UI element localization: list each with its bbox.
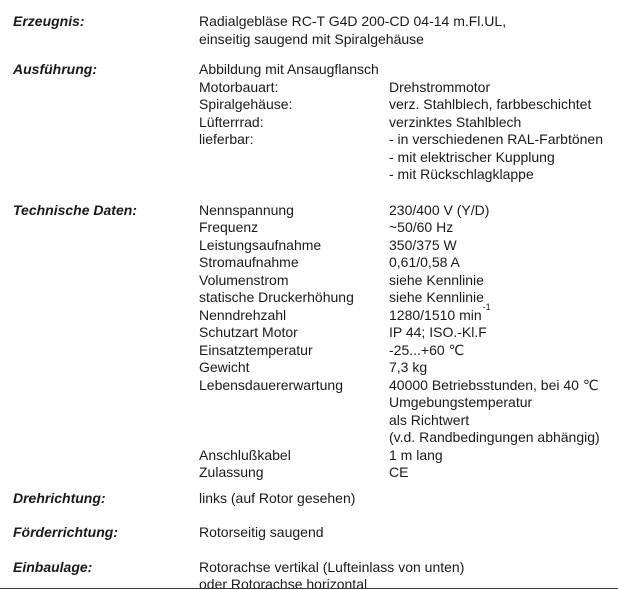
spec-value-text: - in verschiedenen RAL-Farbtönen [389, 131, 604, 147]
text-line: oder Rotorachse horizontal [199, 576, 368, 590]
datasheet-body [13, 13, 618, 590]
text-line: Rotorachse vertikal (Lufteinlass von unten) [199, 558, 465, 575]
spec-value-superscript: -1 [482, 301, 491, 312]
spec-row [199, 79, 618, 97]
spec-value-text: - mit Rückschlagklappe [389, 166, 534, 182]
spec-row [199, 394, 618, 412]
spec-row [199, 429, 618, 447]
spec-row [199, 202, 618, 220]
spec-key: Lebensdauererwartung [199, 376, 343, 393]
section-label-drehrichtung: Drehrichtung: [13, 489, 106, 506]
spec-row [199, 342, 618, 360]
text-line: Rotorseitig saugend [199, 524, 324, 540]
spec-key: Nennspannung [199, 201, 294, 218]
section-foerderrichtung [13, 524, 618, 542]
text-line: Radialgebläse RC-T G4D 200-CD 04-14 m.Fl.UL, [199, 13, 507, 29]
spec-key [199, 149, 389, 167]
section-label-technische-daten: Technische Daten: [13, 201, 137, 218]
spec-value [389, 237, 618, 255]
spec-key: Frequenz [199, 219, 259, 235]
spec-row [199, 96, 618, 114]
section-einbaulage [13, 559, 618, 590]
section-label-einbaulage: Einbaulage: [13, 558, 93, 575]
spec-value-text: IP 44; ISO.-Kl.F [389, 324, 487, 340]
spec-key: Leistungsaufnahme [199, 236, 322, 253]
spec-value [389, 464, 618, 482]
spec-value-text: verz. Stahlblech, farbbeschichtet [389, 96, 592, 112]
spec-value [389, 131, 618, 149]
spec-key: Schutzart Motor [199, 324, 298, 340]
spec-value [389, 254, 618, 272]
spec-value [389, 359, 618, 377]
spec-value-text: 0,61/0,58 A [389, 254, 460, 270]
spec-key [199, 429, 389, 447]
spec-key: statische Druckerhöhung [199, 289, 354, 305]
spec-value [389, 166, 618, 184]
text-line: einseitig saugend mit Spiralgehäuse [199, 30, 424, 47]
section-content-drehrichtung [199, 490, 618, 508]
section-label-foerderrichtung: Förderrichtung: [13, 524, 118, 540]
spec-row [199, 301, 618, 325]
spec-value [389, 342, 618, 360]
section-technische-daten [13, 202, 618, 482]
spec-key: Motorbauart: [199, 78, 279, 95]
section-content-einbaulage [199, 559, 618, 590]
spec-value-text: siehe Kennlinie [389, 289, 484, 305]
section-content-foerderrichtung [199, 524, 618, 542]
spec-value [389, 289, 618, 307]
spec-value-text: Drehstrommotor [389, 78, 491, 95]
spec-value-text: 40000 Betriebsstunden, bei 40 ℃ [389, 376, 599, 393]
spec-row [199, 464, 618, 482]
spec-key: Volumenstrom [199, 271, 289, 288]
spec-key: Zulassung [199, 464, 264, 480]
spec-value [389, 429, 618, 447]
spec-value [389, 394, 618, 412]
spec-value-text: als Richtwert [389, 411, 470, 428]
spec-row [199, 447, 618, 465]
spec-value [389, 412, 618, 430]
spec-key: Spiralgehäuse: [199, 96, 293, 112]
spec-value-text: Umgebungstemperatur [389, 394, 533, 410]
spec-key [199, 394, 389, 412]
spec-row [199, 219, 618, 237]
spec-value-text: 230/400 V (Y/D) [389, 201, 490, 218]
spec-value [389, 377, 618, 395]
text-line: Abbildung mit Ansaugflansch [199, 61, 379, 77]
spec-row [199, 114, 618, 132]
spec-value-text: 1280/1510 min [389, 306, 482, 323]
spec-key: lieferbar: [199, 131, 254, 147]
spec-value [389, 96, 618, 114]
spec-key: Einsatztemperatur [199, 341, 313, 358]
spec-row [199, 412, 618, 430]
spec-row [199, 237, 618, 255]
section-label-erzeugnis: Erzeugnis: [13, 13, 85, 29]
spec-value [389, 114, 618, 132]
spec-value [389, 149, 618, 167]
spec-value-text: (v.d. Randbedingungen abhängig) [389, 429, 600, 445]
spec-value-text: siehe Kennlinie [389, 271, 484, 288]
section-content-technische-daten [199, 202, 618, 482]
spec-row [199, 359, 618, 377]
spec-value-text: - mit elektrischer Kupplung [389, 148, 555, 165]
spec-key: Nenndrehzahl [199, 306, 287, 323]
spec-key: Lüfterrrad: [199, 113, 264, 130]
footer-divider [0, 588, 618, 589]
spec-row [199, 324, 618, 342]
spec-value-text: 350/375 W [389, 236, 457, 253]
section-content-erzeugnis [199, 13, 618, 48]
spec-row [199, 149, 618, 167]
spec-key: Anschlußkabel [199, 446, 291, 463]
spec-key: Stromaufnahme [199, 254, 299, 270]
spec-key: Gewicht [199, 359, 250, 375]
spec-row [199, 377, 618, 395]
spec-value [389, 202, 618, 220]
spec-value-text: 7,3 kg [389, 359, 428, 375]
spec-value [389, 324, 618, 342]
spec-value [389, 301, 618, 325]
spec-value [389, 79, 618, 97]
section-label-ausfuehrung: Ausführung: [13, 61, 97, 77]
section-content-ausfuehrung [199, 61, 618, 184]
spec-value-text: -25...+60 ℃ [389, 341, 465, 358]
section-ausfuehrung [13, 61, 618, 184]
spec-row [199, 166, 618, 184]
spec-row [199, 272, 618, 290]
spec-value-text: verzinktes Stahlblech [389, 113, 522, 130]
spec-value-text: CE [389, 464, 409, 480]
spec-key [199, 166, 389, 184]
spec-value [389, 272, 618, 290]
spec-value [389, 219, 618, 237]
text-line: links (auf Rotor gesehen) [199, 489, 356, 506]
spec-value-text: 1 m lang [389, 446, 443, 463]
section-erzeugnis [13, 13, 618, 48]
spec-row [199, 131, 618, 149]
spec-value [389, 447, 618, 465]
spec-value-text: ~50/60 Hz [389, 219, 454, 235]
section-drehrichtung [13, 490, 618, 508]
spec-key [199, 412, 389, 430]
spec-row [199, 289, 618, 307]
spec-row [199, 254, 618, 272]
